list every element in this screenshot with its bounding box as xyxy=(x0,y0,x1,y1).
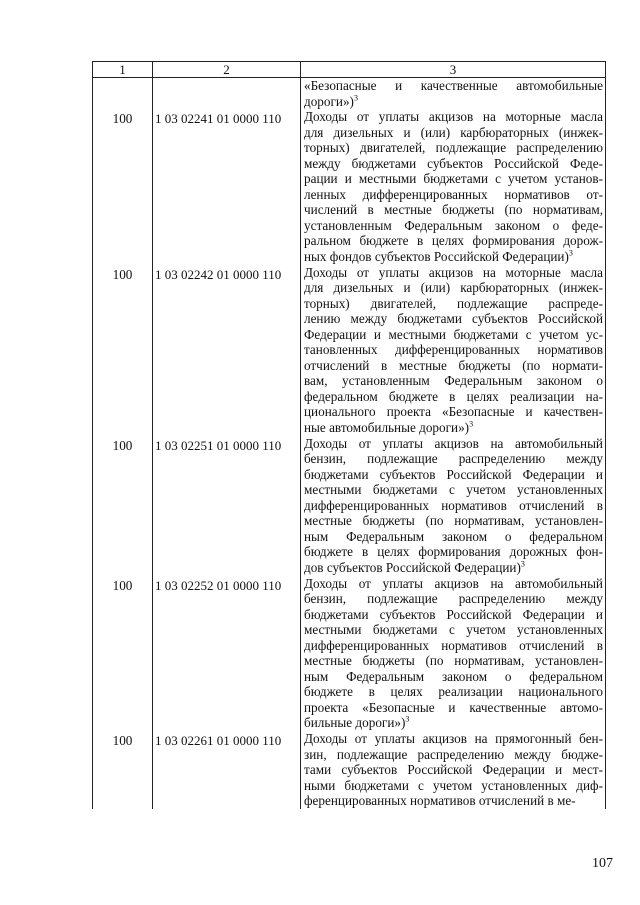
budget-code-cell: 1 03 02242 01 0000 110 xyxy=(153,265,301,436)
table-row xyxy=(93,576,606,731)
table-body xyxy=(93,78,606,809)
description-line xyxy=(304,78,603,94)
description-line xyxy=(304,731,603,747)
description-line xyxy=(304,420,603,436)
footnote-marker: 3 xyxy=(353,93,358,103)
description-text: «Безопасные и качественные автомобильные xyxy=(304,78,603,93)
description-text: тами субъектов Российской Федерации и мест- xyxy=(304,762,603,778)
description-line xyxy=(304,218,603,234)
description-text: Федерации и местными бюджетами с учетом ус- xyxy=(304,326,603,342)
description-line xyxy=(304,389,603,405)
description-text: местные бюджеты (по нормативам, установлен- xyxy=(304,513,603,529)
description-text: федеральном бюджете в целях реализации на- xyxy=(304,388,603,404)
description-text: бензин, подлежащие распределению между xyxy=(304,591,603,607)
description-line xyxy=(304,249,603,265)
table-row-continuation xyxy=(93,78,606,110)
description-line xyxy=(304,653,603,669)
description-line xyxy=(304,156,603,172)
description-line xyxy=(304,436,603,452)
description-line xyxy=(304,482,603,498)
description-text: бензин, подлежащие распределению между xyxy=(304,451,603,467)
description-text: дороги») xyxy=(304,93,354,109)
admin-code-cell xyxy=(93,78,153,110)
footnote-marker: 3 xyxy=(469,420,474,429)
description-text: ные автомобильные дороги») xyxy=(304,420,470,436)
budget-code-cell xyxy=(153,78,301,110)
description-text: местными бюджетами с учетом установленных xyxy=(304,622,603,638)
description-text: ных фондов субъектов Российской Федерации) xyxy=(304,249,569,265)
description-line xyxy=(304,715,603,731)
budget-code-cell: 1 03 02261 01 0000 110 xyxy=(153,731,301,809)
footnote-marker: 3 xyxy=(520,559,525,569)
description-line xyxy=(304,311,603,327)
description-text: ными бюджетами с учетом установленных диф- xyxy=(304,777,603,793)
description-text: ционального проекта «Безопасные и качествен- xyxy=(304,404,603,420)
description-line xyxy=(304,358,603,374)
budget-code-cell: 1 03 02252 01 0000 110 xyxy=(153,576,301,731)
description-line xyxy=(304,513,603,529)
description-line xyxy=(304,544,603,560)
budget-code-cell: 1 03 02251 01 0000 110 xyxy=(153,436,301,576)
admin-code-cell: 100 xyxy=(93,436,153,576)
description-line xyxy=(304,109,603,125)
description-text: торных) двигателей, подлежащие распреде- xyxy=(304,295,603,311)
description-line xyxy=(304,778,603,794)
description-text: установленным Федеральным законом о феде- xyxy=(304,217,603,233)
description-text: Доходы от уплаты акцизов на прямогонный бен- xyxy=(304,730,603,746)
description-line xyxy=(304,265,603,281)
budget-code-cell: 1 03 02241 01 0000 110 xyxy=(153,109,301,264)
description-text: бюджете в целях реализации национального xyxy=(304,684,603,700)
description-line xyxy=(304,342,603,358)
description-text: дифференцированных нормативов отчислений в xyxy=(304,637,603,653)
description-line xyxy=(304,140,603,156)
description-text: Доходы от уплаты акцизов на моторные масла xyxy=(304,264,603,280)
description-line xyxy=(304,373,603,389)
description-line xyxy=(304,684,603,700)
page-number: 107 xyxy=(592,856,613,871)
description-text: вам, установленным Федеральным законом о xyxy=(304,373,603,389)
description-text: для дизельных и (или) карбюраторных (инжек- xyxy=(304,280,603,296)
description-line xyxy=(304,622,603,638)
description-text: для дизельных и (или) карбюраторных (инжек- xyxy=(304,124,603,140)
description-text: бюджете в целях формирования дорожных фон- xyxy=(304,544,603,560)
description-line xyxy=(304,94,603,110)
description-text: Доходы от уплаты акцизов на автомобильный xyxy=(304,435,603,451)
header-col-2: 2 xyxy=(153,62,301,78)
description-line xyxy=(304,793,603,809)
description-line xyxy=(304,762,603,778)
description-cell xyxy=(301,78,606,110)
description-line xyxy=(304,327,603,343)
description-text: дов субъектов Российской Федерации) xyxy=(304,559,521,575)
description-line xyxy=(304,467,603,483)
description-line xyxy=(304,233,603,249)
admin-code-cell: 100 xyxy=(93,731,153,809)
table-row xyxy=(93,109,606,264)
description-line xyxy=(304,607,603,623)
description-cell xyxy=(301,576,606,731)
description-text: ленных дифференцированных нормативов от- xyxy=(304,186,603,202)
description-text: тановленных дифференцированных нормативов xyxy=(304,342,603,358)
description-text: ным Федеральным законом о федеральном xyxy=(304,668,603,684)
description-text: торных) двигателей, подлежащие распределению xyxy=(304,140,603,156)
description-line xyxy=(304,591,603,607)
description-line xyxy=(304,700,603,716)
table-row xyxy=(93,436,606,576)
description-line xyxy=(304,280,603,296)
table-row xyxy=(93,265,606,436)
description-text: Доходы от уплаты акцизов на автомобильный xyxy=(304,575,603,591)
footnote-marker: 3 xyxy=(405,715,410,725)
description-text: бильные дороги») xyxy=(304,715,406,731)
description-cell xyxy=(301,109,606,264)
description-line xyxy=(304,529,603,545)
table-row xyxy=(93,731,606,809)
admin-code-cell: 100 xyxy=(93,109,153,264)
description-line xyxy=(304,404,603,420)
description-text: ным Федеральным законом о федеральном xyxy=(304,528,603,544)
description-text: ральном бюджете в целях формирования дорож- xyxy=(304,233,603,249)
description-line xyxy=(304,498,603,514)
footnote-marker: 3 xyxy=(568,249,573,258)
description-text: зин, подлежащие распределению между бюдже- xyxy=(304,746,603,762)
description-line xyxy=(304,576,603,592)
description-line xyxy=(304,747,603,763)
description-line xyxy=(304,171,603,187)
description-text: ференцированных нормативов отчислений в ме- xyxy=(304,793,576,809)
description-text: отчислений в местные бюджеты (по нормати- xyxy=(304,357,603,373)
admin-code-cell: 100 xyxy=(93,265,153,436)
description-text: бюджетами субъектов Российской Федерации и xyxy=(304,466,603,482)
header-col-3: 3 xyxy=(301,62,606,78)
description-line xyxy=(304,125,603,141)
description-text: Доходы от уплаты акцизов на моторные масла xyxy=(304,109,603,125)
description-text: дифференцированных нормативов отчислений в xyxy=(304,497,603,513)
description-cell xyxy=(301,265,606,436)
description-line xyxy=(304,451,603,467)
description-cell xyxy=(301,436,606,576)
description-line xyxy=(304,560,603,576)
description-text: бюджетами субъектов Российской Федерации и xyxy=(304,606,603,622)
description-cell xyxy=(301,731,606,809)
revenue-codes-table xyxy=(92,61,606,809)
description-line xyxy=(304,187,603,203)
description-text: числений в местные бюджеты (по нормативам, xyxy=(304,202,603,218)
description-line xyxy=(304,669,603,685)
description-text: местными бюджетами с учетом установленных xyxy=(304,482,603,498)
table-header-row xyxy=(93,62,606,78)
description-text: местные бюджеты (по нормативам, установлен- xyxy=(304,653,603,669)
description-text: лению между бюджетами субъектов Российской xyxy=(304,311,603,327)
admin-code-cell: 100 xyxy=(93,576,153,731)
description-text: проекта «Безопасные и качественные автомо- xyxy=(304,699,603,715)
description-line xyxy=(304,296,603,312)
description-text: рации и местными бюджетами с учетом установ- xyxy=(304,171,603,187)
header-col-1: 1 xyxy=(93,62,153,78)
description-text: между бюджетами субъектов Российской Феде- xyxy=(304,155,603,171)
description-line xyxy=(304,202,603,218)
description-line xyxy=(304,638,603,654)
